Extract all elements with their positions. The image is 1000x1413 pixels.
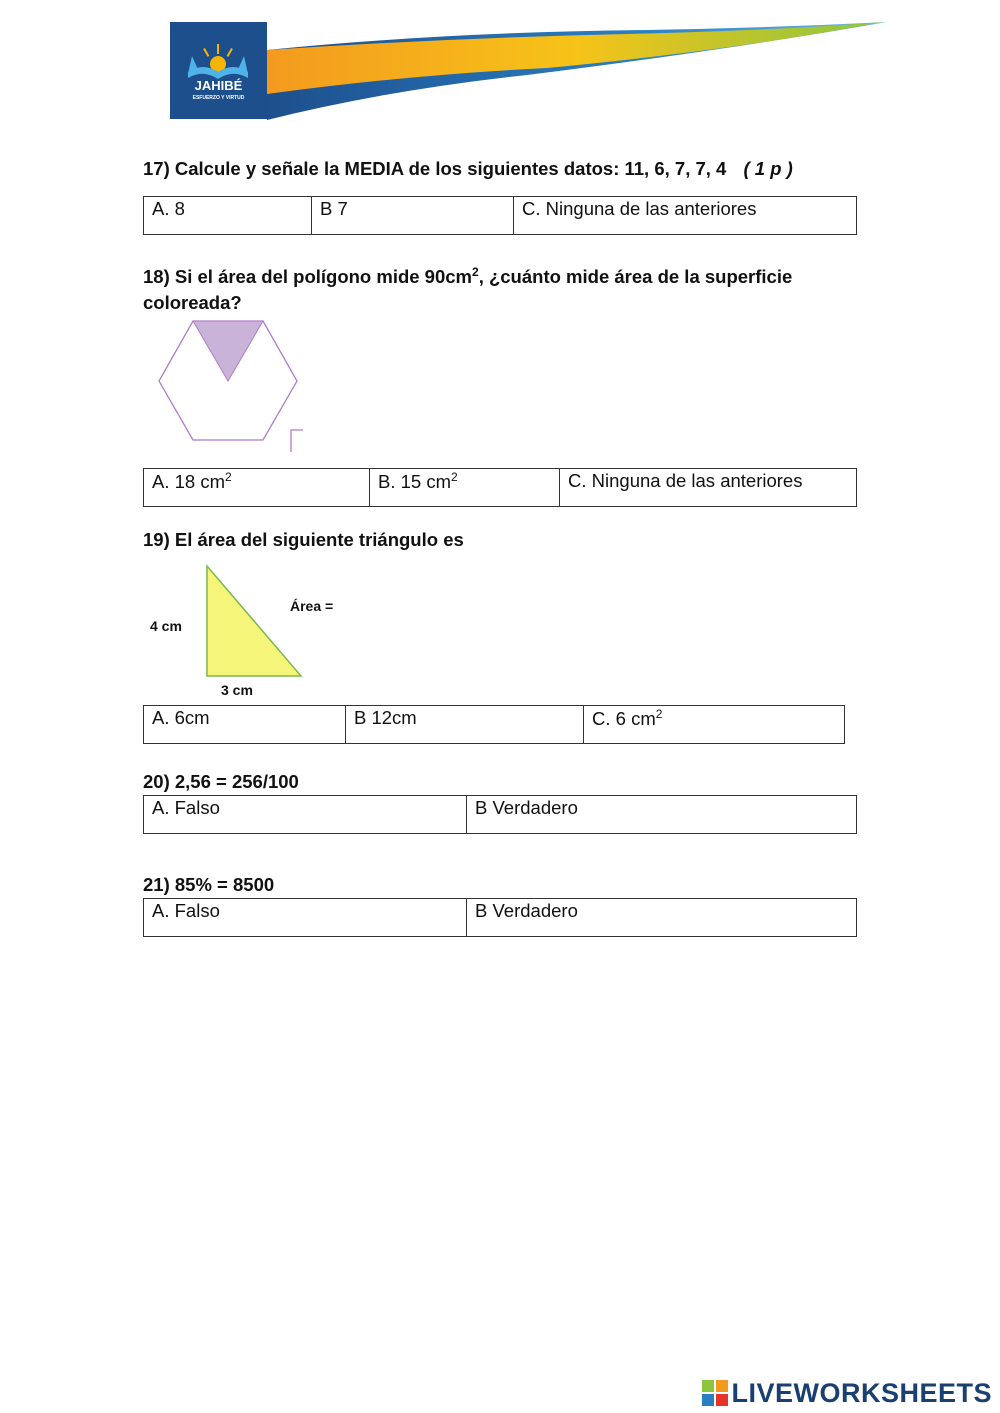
logo-motto: ESFUERZO Y VIRTUD <box>192 95 245 101</box>
option-b[interactable]: B 7 <box>312 197 514 235</box>
option-b[interactable]: B Verdadero <box>467 796 857 834</box>
question-18-options <box>143 468 857 507</box>
option-c[interactable]: C. Ninguna de las anteriores <box>514 197 857 235</box>
triangle-height-label: 4 cm <box>150 618 182 634</box>
question-17-text: 17) Calcule y señale la MEDIA de los siguientes datos: 11, 6, 7, 7, 4 <box>143 158 727 179</box>
school-logo <box>170 22 267 119</box>
option-b[interactable]: B. 15 $cm^2$ <box>370 469 560 507</box>
hexagon-figure <box>150 318 310 458</box>
question-18: 18) Si el área del polígono mide $90cm^2$, ¿cuánto mide área de la superficie coloreada? <box>143 265 793 314</box>
option-a[interactable]: A. Falso <box>144 899 467 937</box>
option-b[interactable]: B Verdadero <box>467 899 857 937</box>
right-triangle-figure <box>200 563 310 681</box>
option-c[interactable]: C. Ninguna de las anteriores <box>560 469 857 507</box>
option-c[interactable]: C. 6 $cm^2$ <box>584 706 845 744</box>
liveworksheets-blocks-icon <box>702 1380 728 1406</box>
option-a[interactable]: A. 6cm <box>144 706 346 744</box>
right-triangle <box>207 566 301 676</box>
liveworksheets-logo[interactable] <box>702 1376 992 1410</box>
question-19: 19) El área del siguiente triángulo es <box>143 529 464 550</box>
question-19-options <box>143 705 845 744</box>
header-banner-swoosh <box>267 20 887 120</box>
option-a[interactable]: A. Falso <box>144 796 467 834</box>
option-b[interactable]: B 12cm <box>346 706 584 744</box>
option-a[interactable]: A. 18 $cm^2$ <box>144 469 370 507</box>
liveworksheets-brand: LIVEWORKSHEETS <box>731 1377 992 1408</box>
question-21-options <box>143 898 857 937</box>
question-20-options <box>143 795 857 834</box>
triangle-base-label: 3 cm <box>221 682 253 698</box>
question-17-points: ( 1 p ) <box>743 158 793 179</box>
shaded-triangle <box>193 321 263 381</box>
question-20: 20) 2,56 = 256/100 <box>143 771 299 792</box>
corner-mark <box>291 430 303 452</box>
logo-name: JAHIBÉ <box>194 78 243 93</box>
triangle-area-label: Área = <box>290 598 334 614</box>
option-a[interactable]: A. 8 <box>144 197 312 235</box>
question-21: 21) 85% = 8500 <box>143 874 275 895</box>
question-17 <box>143 156 793 182</box>
question-17-options <box>143 196 857 235</box>
